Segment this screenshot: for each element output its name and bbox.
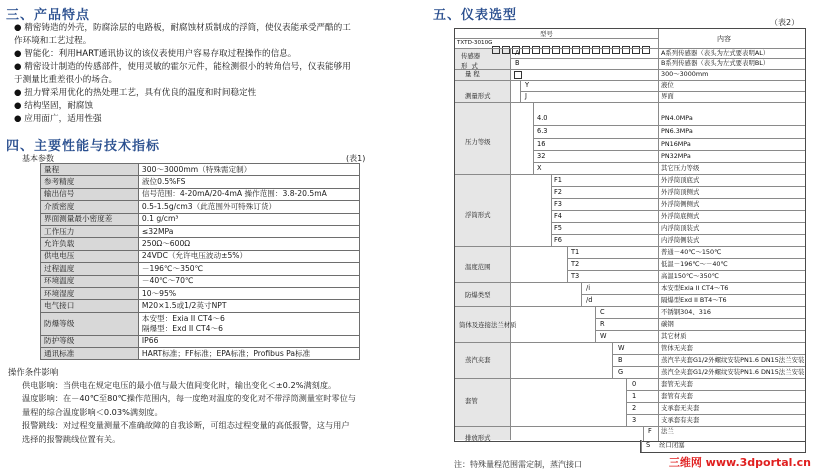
temp-label: 温度范围 <box>465 263 491 271</box>
tube-label: 套管 <box>465 397 478 405</box>
feature-line: ● 精密设计制造的传感部件，使用灵敏的霍尔元件，能检测很小的转角信号，仪表能够用 <box>14 62 351 72</box>
steam-label: 蒸汽夹套 <box>465 356 491 364</box>
table-row: 防护等级 IP66 <box>41 335 360 347</box>
table-row: 工作压力 ≤32MPa <box>41 225 360 237</box>
feature-line: ● 结构坚固，耐腐蚀 <box>14 101 93 111</box>
selection-title: 五、仪表选型 <box>433 8 518 23</box>
table-row: 环境温度 －40℃～70℃ <box>41 275 360 287</box>
specs-title: 四、主要性能与技术指标 <box>6 139 161 154</box>
table-row: 过程温度 －196℃～350℃ <box>41 263 360 275</box>
feature-line: ● 应用面广，适用性强 <box>14 114 102 124</box>
feature-line: 作环境和工艺过程。 <box>14 36 92 46</box>
operation-list <box>22 379 356 446</box>
float-label: 浮筒形式 <box>465 211 491 219</box>
content-header: 内容 <box>717 35 731 43</box>
operation-line: 温度影响：在－40℃至80℃操作范围内，每一度绝对温度的变化对不带浮筒测量室时零位与 <box>22 393 356 404</box>
specs-table-no: (表1) <box>346 154 366 163</box>
feature-line: 于测量比重差很小的场合。 <box>14 75 118 85</box>
measure-label: 测量形式 <box>465 92 491 100</box>
operation-title: 操作条件影响 <box>8 367 59 377</box>
features-title: 三、产品特点 <box>6 8 91 23</box>
table-row: 电气接口 M20×1.5或1/2英寸NPT <box>41 300 360 312</box>
sensor-label: 传感器 形 式 <box>461 52 481 70</box>
watermark: 三维网 www.3dportal.cn <box>668 456 811 469</box>
specs-subtitle: 基本参数 <box>22 154 54 163</box>
operation-line: 供电影响：当供电在规定电压的最小值与最大值间变化时，输出变化＜±0.2%满刻度。 <box>22 380 337 390</box>
table-row: 环境湿度 10～95% <box>41 287 360 299</box>
table-row: 输出信号 信号范围：4-20mA/20-4mA 操作范围：3.8-20.5mA <box>41 188 360 200</box>
ex-label: 防爆类型 <box>465 291 491 299</box>
selection-table: 型号 内容 TXTD-3010G 传感器 形 式 A B A系列传感器（表头为左式要表明AL） B系列传感器（表头为左式要表明BL） 量 程 300～3000mm 测量形式 Y J 液位 界面 压力等级 4.0 6.3 16 32 X PN4.0MPa PN6.3MPa PN16MPa PN32MPa 其它压力等级 浮筒形式 F1 F2 F3 F4 F5 F6 外浮筒顶底式 外浮筒顶侧式 外浮筒侧侧式 外浮筒底侧式 内浮筒顶装式 内浮筒侧装式 温度范围 T1 T2 T3 普通－40℃～150℃ 低温－196℃～－40℃ 高温150℃～350℃ 防爆类型 /i /d 本安型Exia II CT4～T6 隔爆型Exd II BT4～T6 筒体及连接法兰材质 C R W 不锈钢304、316 碳钢 其它材质 蒸汽夹套 W B G 管体无夹套 蒸汽半夹套G1/2外螺纹安装PN1.6 DN15法兰安装 蒸汽全夹套G1/2外螺纹安装PN1.6 DN15法兰安装 套管 0 1 2 3 套管无夹套 套管有夹套 支承套无夹套 支承套有夹套 排放形式 F 法兰 <box>454 28 806 442</box>
feature-line: ● 精密铸造的外壳，防腐涂层的电路板，耐腐蚀材质制成的浮筒，使仪表能承受严酷的工 <box>14 23 351 33</box>
features-list <box>14 22 351 126</box>
model-prefix: TXTD-3010G <box>457 40 493 46</box>
operation-line: 选择的报警跳线位置有关。 <box>22 433 121 444</box>
pressure-label: 压力等级 <box>465 138 491 146</box>
range-label: 量 程 <box>465 70 480 78</box>
selection-note: 注：特殊量程范围需定制，蒸汽接口 <box>454 460 582 469</box>
material-label: 筒体及连接法兰材质 <box>459 321 517 329</box>
feature-line: ● 扭力臂采用优化的热处理工艺，具有优良的温度和时间稳定性 <box>14 88 257 98</box>
model-header: 型号 <box>540 30 553 38</box>
drain-label: 排放形式 <box>465 434 491 442</box>
operation-line: 报警跳线：对过程变量测量不准确故障的自我诊断，可组态过程变量的高低报警，这与用户 <box>22 420 350 431</box>
table-row: 界面测量最小密度差 0.1 g/cm³ <box>41 213 360 225</box>
table-row: 量程 300～3000mm（特殊需定制） <box>41 164 360 176</box>
drain-row-s: S 丝口闭塞 <box>640 440 806 453</box>
table-row: 介质密度 0.5-1.5g/cm3（此范围外可特殊订货） <box>41 201 360 213</box>
table-row: 防爆等级 本安型：Exia II CT4～6 隔爆型：Exd II CT4～6 <box>41 312 360 335</box>
selection-table-no: （表2） <box>770 18 800 27</box>
table-row: 供电电压 24VDC（允许电压波动±5%） <box>41 250 360 262</box>
operation-line: 量程的综合温度影响＜0.03%满刻度。 <box>22 406 163 417</box>
table-row: 通讯标准 HART标准；FF标准；EPA标准；Profibus Pa标准 <box>41 348 360 360</box>
table-row: 允许负载 250Ω～600Ω <box>41 238 360 250</box>
table-row: 参考精度 液位0.5%FS <box>41 176 360 188</box>
feature-line: ● 智能化：利用HART通讯协议的该仪表使用户容易存取过程操作的信息。 <box>14 49 297 59</box>
spec-table <box>40 163 360 360</box>
